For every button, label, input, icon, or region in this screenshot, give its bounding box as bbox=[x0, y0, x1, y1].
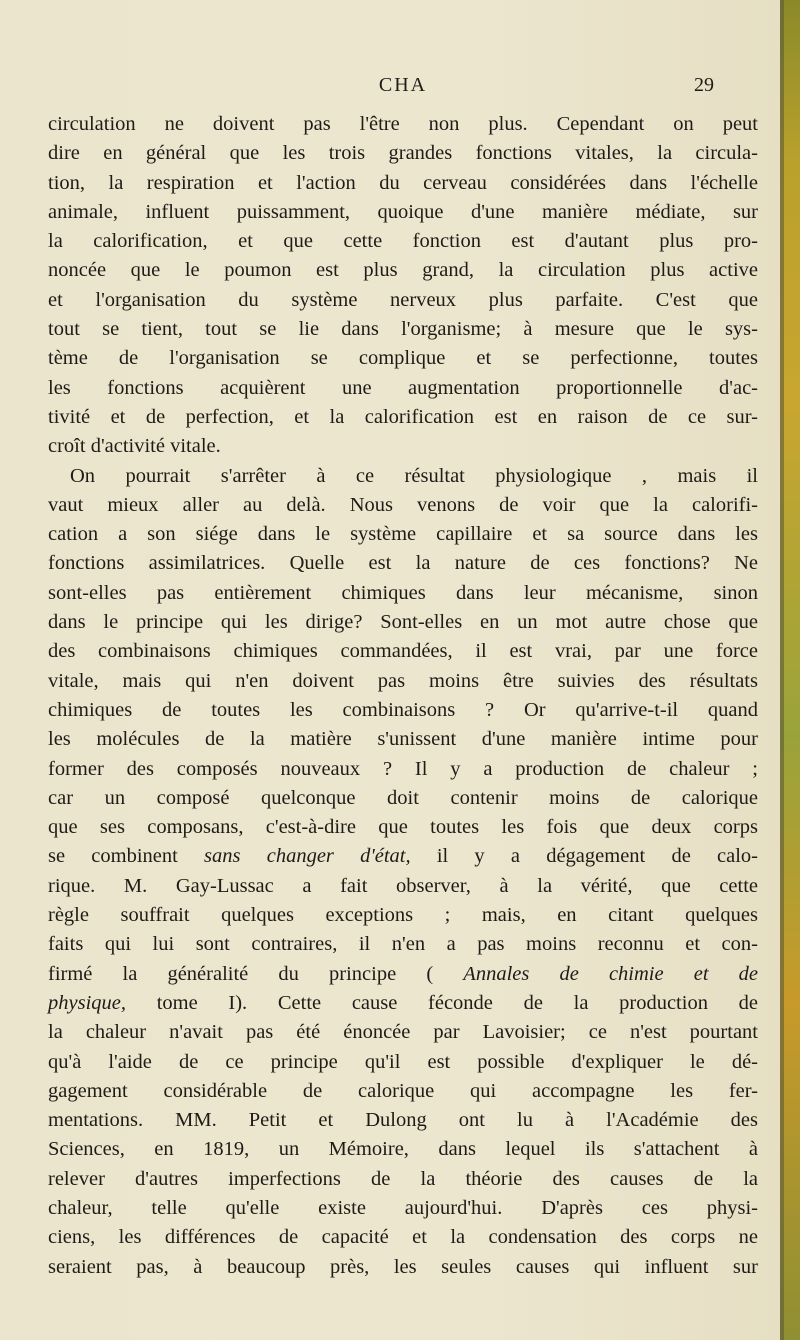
text-line: règle souffrait quelques exceptions ; mais, en citant quelques bbox=[48, 904, 758, 927]
body-text bbox=[48, 110, 758, 1282]
text-line: Sciences, en 1819, un Mémoire, dans lequel ils s'attachent à bbox=[48, 1138, 758, 1161]
text-line: fonctions assimilatrices. Quelle est la nature de ces fonctions? Ne bbox=[48, 552, 758, 575]
text-line: dans le principe qui les dirige? Sont-elles en un mot autre chose que bbox=[48, 611, 758, 634]
text-line: faits qui lui sont contraires, il n'en a pas moins reconnu et con- bbox=[48, 933, 758, 956]
page-edge-binding bbox=[780, 0, 800, 1340]
text-line: tion, la respiration et l'action du cerveau considérées dans l'échelle bbox=[48, 171, 758, 194]
text-line: sont-elles pas entièrement chimiques dans leur mécanisme, sinon bbox=[48, 581, 758, 604]
text-line: former des composés nouveaux ? Il y a production de chaleur ; bbox=[48, 757, 758, 780]
text-line bbox=[48, 989, 758, 1018]
text-line: gagement considérable de calorique qui accompagne les fer- bbox=[48, 1079, 758, 1102]
italic-text: sans changer d'état, bbox=[204, 845, 411, 868]
text-line: seraient pas, à beaucoup près, les seules causes qui influent sur bbox=[48, 1255, 758, 1278]
text-line: et l'organisation du système nerveux plus parfaite. C'est que bbox=[48, 288, 758, 311]
page-header bbox=[48, 74, 758, 102]
text-line: On pourrait s'arrêter à ce résultat physiologique , mais il bbox=[70, 464, 758, 487]
text-line: la calorification, et que cette fonction est d'autant plus pro- bbox=[48, 230, 758, 253]
italic-text: Annales de chimie et de bbox=[463, 962, 759, 985]
text-line: vaut mieux aller au delà. Nous venons de voir que la calorifi- bbox=[48, 493, 758, 516]
text-segment: se combinent bbox=[48, 845, 178, 868]
text-line: ciens, les différences de capacité et la condensation des corps ne bbox=[48, 1226, 758, 1249]
text-line: chaleur, telle qu'elle existe aujourd'hui. D'après ces physi- bbox=[48, 1196, 758, 1219]
text-line: rique. M. Gay-Lussac a fait observer, à la vérité, que cette bbox=[48, 874, 758, 897]
text-line: animale, influent puissamment, quoique d'une manière médiate, sur bbox=[48, 200, 758, 223]
text-line: tivité et de perfection, et la calorification est en raison de ce sur- bbox=[48, 405, 758, 428]
text-line: tème de l'organisation se complique et se perfectionne, toutes bbox=[48, 347, 758, 370]
text-line: les fonctions acquièrent une augmentation proportionnelle d'ac- bbox=[48, 376, 758, 399]
text-line bbox=[48, 960, 758, 989]
text-line: cation a son siége dans le système capillaire et sa source dans les bbox=[48, 523, 758, 546]
text-line: noncée que le poumon est plus grand, la circulation plus active bbox=[48, 259, 758, 282]
italic-text: physique, bbox=[48, 991, 126, 1014]
text-line: mentations. MM. Petit et Dulong ont lu à l'Académie des bbox=[48, 1109, 758, 1132]
text-line: chimiques de toutes les combinaisons ? Or qu'arrive-t-il quand bbox=[48, 698, 758, 721]
text-line: croît d'activité vitale. bbox=[48, 435, 221, 458]
text-segment: firmé la généralité du principe ( bbox=[48, 962, 434, 985]
running-head: CHA bbox=[378, 74, 428, 96]
text-segment: il y a dégagement de calo- bbox=[436, 845, 758, 868]
text-line: des combinaisons chimiques commandées, il est vrai, par une force bbox=[48, 640, 758, 663]
text-line: car un composé quelconque doit contenir moins de calorique bbox=[48, 786, 758, 809]
text-line: que ses composans, c'est-à-dire que toutes les fois que deux corps bbox=[48, 816, 758, 839]
text-line: vitale, mais qui n'en doivent pas moins être suivies des résultats bbox=[48, 669, 758, 692]
text-line: circulation ne doivent pas l'être non plus. Cependant on peut bbox=[48, 113, 758, 135]
text-line: tout se tient, tout se lie dans l'organisme; à mesure que le sys- bbox=[48, 318, 758, 341]
text-line: les molécules de la matière s'unissent d'une manière intime pour bbox=[48, 728, 758, 751]
text-line: qu'à l'aide de ce principe qu'il est possible d'expliquer le dé- bbox=[48, 1050, 758, 1073]
text-line bbox=[48, 842, 758, 871]
text-line: dire en général que les trois grandes fonctions vitales, la circula- bbox=[48, 142, 758, 165]
text-line: la chaleur n'avait pas été énoncée par Lavoisier; ce n'est pourtant bbox=[48, 1021, 758, 1044]
text-segment: tome I). Cette cause féconde de la production de bbox=[156, 991, 758, 1014]
text-line: relever d'autres imperfections de la théorie des causes de la bbox=[48, 1167, 758, 1190]
page-number: 29 bbox=[694, 74, 714, 96]
